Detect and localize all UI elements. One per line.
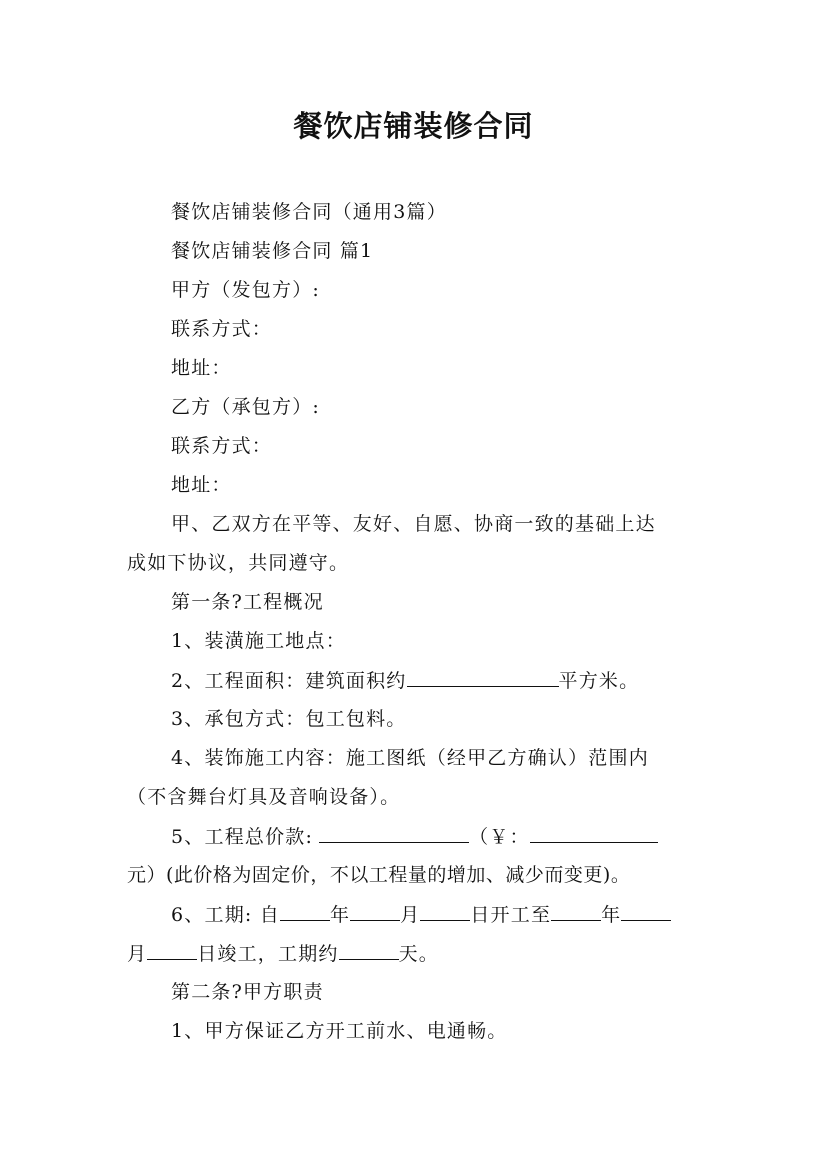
clause-1-6-line1 — [127, 902, 751, 927]
clause-1-6-line2 — [127, 941, 707, 966]
clause-1-4-line2: （不含舞台灯具及音响设备）。 — [127, 786, 401, 808]
party-b-address: 地址： — [171, 474, 232, 496]
start-month-blank — [350, 902, 400, 921]
start-year-label: 年 — [329, 904, 351, 926]
clause-1-5-text: 5、工程总价款: — [171, 826, 314, 848]
clause-1-5-line2: 元）(此价格为固定价，不以工程量的增加、减少而变更)。 — [127, 864, 631, 886]
area-blank — [407, 668, 559, 687]
price-blank — [319, 824, 469, 843]
end-year-label: 年 — [601, 904, 622, 926]
clause-1-3: 3、承包方式：包工包料。 — [171, 708, 407, 730]
document-title: 餐饮店铺装修合同 — [293, 109, 534, 143]
clause-1-4-line1: 4、装饰施工内容：施工图纸（经甲乙方确认）范围内 — [171, 747, 649, 769]
party-a-address: 地址： — [171, 357, 232, 379]
clause-2-1: 1、甲方保证乙方开工前水、电通畅。 — [171, 1020, 508, 1042]
end-day-label: 日竣工，工期约 — [197, 943, 339, 965]
price-yen-blank — [530, 824, 658, 843]
article-two-heading: 第二条?甲方职责 — [171, 981, 324, 1003]
paragraph-subtitle: 餐饮店铺装修合同（通用3篇） — [171, 201, 447, 223]
agreement-intro-line2: 成如下协议，共同遵守。 — [127, 552, 350, 574]
end-year-blank — [551, 902, 601, 921]
paragraph-section-heading: 餐饮店铺装修合同 篇1 — [171, 240, 374, 262]
article-one-heading: 第一条?工程概况 — [171, 591, 324, 613]
duration-unit: 天。 — [398, 943, 440, 965]
start-year-blank — [280, 902, 330, 921]
clause-1-6-text: 6、工期: 自 — [171, 904, 280, 926]
end-month-blank — [621, 902, 671, 921]
end-day-blank — [147, 941, 197, 960]
party-a-contact: 联系方式： — [171, 318, 273, 340]
clause-1-5-line1 — [127, 824, 751, 849]
end-month-label: 月 — [127, 943, 148, 965]
start-month-label: 月 — [400, 904, 421, 926]
party-a-label: 甲方（发包方）: — [171, 279, 321, 301]
party-b-contact: 联系方式： — [171, 435, 273, 457]
clause-1-2-text: 2、工程面积：建筑面积约 — [171, 670, 407, 692]
start-day-label: 日开工至 — [470, 904, 552, 926]
clause-1-2-unit: 平方米。 — [558, 670, 640, 692]
clause-1-2 — [127, 668, 751, 693]
clause-1-1: 1、装潢施工地点： — [171, 630, 346, 652]
agreement-intro-line1: 甲、乙双方在平等、友好、自愿、协商一致的基础上达 — [171, 513, 656, 535]
duration-blank — [339, 941, 399, 960]
start-day-blank — [420, 902, 470, 921]
party-b-label: 乙方（承包方）: — [171, 396, 321, 418]
clause-1-5-yen: （￥： — [469, 826, 530, 848]
